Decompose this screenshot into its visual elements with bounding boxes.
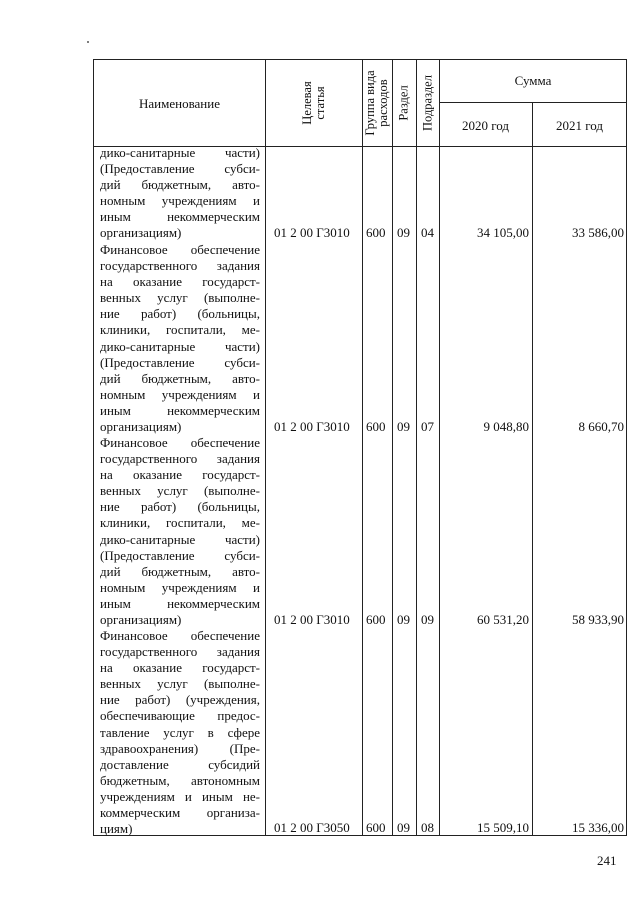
name-line: организациям) [100,419,182,435]
row-sum-2021: 15 336,00 [572,820,624,835]
row-sum-2021: 58 933,90 [572,612,624,627]
row-article: 01 2 00 Г3010 [274,419,350,434]
name-line: Финансовое обеспечение [100,628,260,643]
name-line: ние работ) (больницы, [100,499,260,515]
row-subsection: 07 [421,419,434,434]
name-line: коммерческим организа- [100,805,260,821]
row-sum-2020: 9 048,80 [483,419,529,434]
header-name: Наименование [139,96,220,111]
name-line: Финансовое обеспечение [100,242,260,257]
col-divider [392,60,393,835]
row-subsection: 04 [421,225,434,240]
name-line: на оказание государст- [100,467,260,483]
row-name [100,145,260,242]
name-line: венных услуг (выполне- [100,676,260,692]
name-line: иным некоммерческим [100,209,260,225]
budget-table [93,59,627,836]
header-year-2020: 2020 год [462,118,509,133]
header-year-2021: 2021 год [556,118,603,133]
name-line: клиники, госпитали, ме- [100,322,260,338]
name-line: циям) [100,821,133,837]
row-sum-2020: 60 531,20 [477,612,529,627]
col-divider [532,102,533,835]
name-line: здравоохранения) (Пре- [100,740,260,756]
header-section: Раздел [396,85,411,121]
name-line: бюджетным, автономным [100,772,260,788]
row-name [100,628,260,837]
name-line: Финансовое обеспечение [100,435,260,450]
col-divider [439,60,440,835]
col-divider [362,60,363,835]
name-line: дий бюджетным, авто- [100,563,260,579]
page-number: 241 [597,853,617,868]
row-group: 600 [366,612,386,627]
name-line: организациям) [100,612,182,628]
row-section: 09 [397,225,410,240]
row-sum-2021: 8 660,70 [578,419,624,434]
name-line: ние работ) (учреждения, [100,692,260,708]
col-divider [265,60,266,835]
name-line: венных услуг (выполне- [100,290,260,306]
col-divider [416,60,417,835]
name-line: государственного задания [100,644,260,660]
name-line: номным учреждениям и [100,579,260,595]
row-sum-2020: 15 509,10 [477,820,529,835]
name-line: (Предоставление субси- [100,161,260,177]
row-group: 600 [366,820,386,835]
name-line: номным учреждениям и [100,386,260,402]
scan-speck [87,41,89,43]
name-line: клиники, госпитали, ме- [100,515,260,531]
row-article: 01 2 00 Г3010 [274,612,350,627]
name-line: тавление услуг в сфере [100,724,260,740]
row-section: 09 [397,612,410,627]
row-subsection: 09 [421,612,434,627]
name-line: государственного задания [100,451,260,467]
name-line: обеспечивающие предос- [100,708,260,724]
header-target-article: Целевая статья [300,81,327,125]
name-line: дий бюджетным, авто- [100,370,260,386]
header-subsection: Подраздел [420,75,435,131]
row-sum-2021: 33 586,00 [572,225,624,240]
header-sum: Сумма [514,73,552,88]
row-group: 600 [366,225,386,240]
name-line: иным некоммерческим [100,402,260,418]
name-line: ние работ) (больницы, [100,306,260,322]
name-line: на оказание государст- [100,660,260,676]
name-line: венных услуг (выполне- [100,483,260,499]
row-article: 01 2 00 Г3010 [274,225,350,240]
row-section: 09 [397,419,410,434]
header-group-kind: Группа вида расходов [363,70,390,136]
row-article: 01 2 00 Г3050 [274,820,350,835]
name-line: дий бюджетным, авто- [100,177,260,193]
row-group: 600 [366,419,386,434]
row-divider [439,102,627,103]
name-line: иным некоммерческим [100,595,260,611]
row-subsection: 08 [421,820,434,835]
name-line: государственного задания [100,258,260,274]
name-line: доставление субсидий [100,756,260,772]
name-line: (Предоставление субси- [100,547,260,563]
row-name [100,435,260,628]
name-line: на оказание государст- [100,274,260,290]
name-line: дико-санитарные части) [100,145,260,160]
row-section: 09 [397,820,410,835]
name-line: (Предоставление субси- [100,354,260,370]
name-line: номным учреждениям и [100,193,260,209]
name-line: дико-санитарные части) [100,338,260,354]
row-name [100,242,260,435]
name-line: учреждениям и иным не- [100,788,260,804]
name-line: организациям) [100,225,182,241]
row-sum-2020: 34 105,00 [477,225,529,240]
name-line: дико-санитарные части) [100,531,260,547]
